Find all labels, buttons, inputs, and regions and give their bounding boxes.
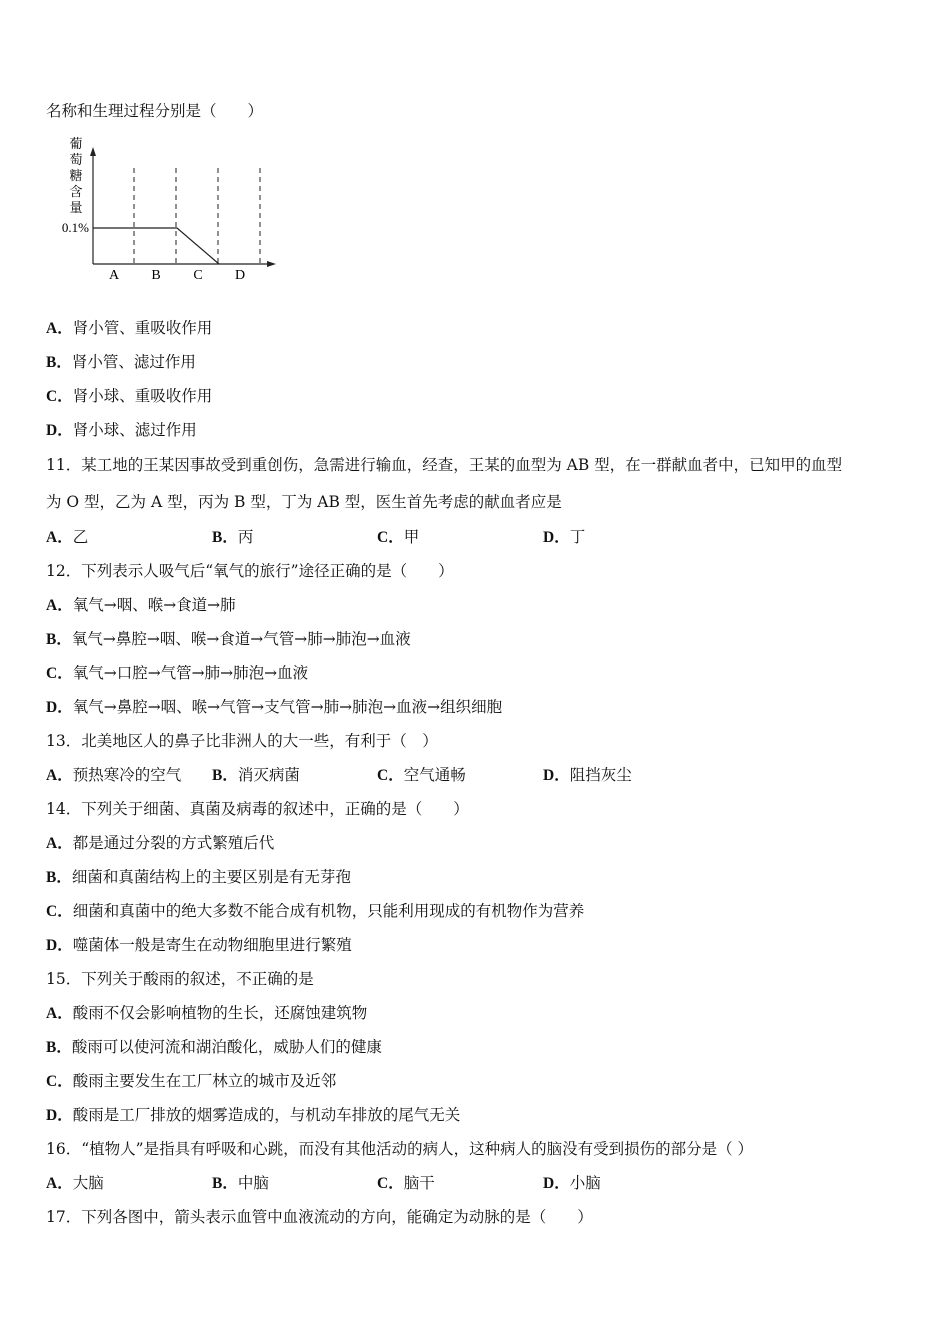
q11-options-row [46, 527, 906, 547]
q16-option-b: B．中脑 [212, 1174, 269, 1192]
q12-option-b: B．氧气→鼻腔→咽、喉→食道→气管→肺→肺泡→血液 [46, 630, 411, 648]
q14-option-d: D．噬菌体一般是寄生在动物细胞里进行繁殖 [46, 936, 352, 954]
y-axis-label-char: 葡 [69, 136, 83, 151]
q12-option-c: C．氧气→口腔→气管→肺→肺泡→血液 [46, 664, 309, 682]
q16-stem: 16．“植物人”是指具有呼吸和心跳，而没有其他活动的病人，这种病人的脑没有受到损伤的部分是（ ） [46, 1140, 754, 1158]
q10-option-c: C．肾小球、重吸收作用 [46, 387, 213, 405]
y-axis-arrow [90, 147, 96, 156]
x-tick-label: B [151, 268, 161, 283]
y-axis-label [69, 136, 82, 215]
q15-option-b: B．酸雨可以使河流和湖泊酸化，威胁人们的健康 [46, 1038, 382, 1056]
x-axis-arrow [267, 261, 276, 267]
q13-option-c: C．空气通畅 [377, 766, 466, 784]
q12-option-a: A．氧气→咽、喉→食道→肺 [46, 596, 236, 614]
q16-option-a: A．大脑 [46, 1174, 104, 1192]
q14-option-b: B．细菌和真菌结构上的主要区别是有无芽孢 [46, 868, 351, 886]
q15-option-a: A．酸雨不仅会影响植物的生长，还腐蚀建筑物 [46, 1004, 368, 1022]
y-axis-label-char: 糖 [69, 168, 83, 183]
q11-stem-line2: 为 O 型，乙为 A 型，丙为 B 型，丁为 AB 型，医生首先考虑的献血者应是 [46, 493, 562, 511]
q10-option-b: B．肾小管、滤过作用 [46, 353, 196, 371]
q13-options-row [46, 765, 906, 785]
q16-options-row [46, 1173, 906, 1193]
q13-option-d: D．阻挡灰尘 [543, 766, 632, 784]
y-axis-label-char: 含 [69, 184, 83, 199]
q10-option-a: A．肾小管、重吸收作用 [46, 319, 213, 337]
q13-option-a: A．预热寒冷的空气 [46, 766, 182, 784]
q11-option-b: B．丙 [212, 528, 254, 546]
x-tick-label: D [234, 268, 246, 283]
q15-option-c: C．酸雨主要发生在工厂林立的城市及近邻 [46, 1072, 337, 1090]
q11-stem-line1: 11．某工地的王某因事故受到重创伤，急需进行输血，经查，王某的血型为 AB 型，在一群献血者中，已知甲的血型 [46, 456, 843, 474]
x-tick-label: C [193, 268, 203, 283]
q14-option-a: A．都是通过分裂的方式繁殖后代 [46, 834, 275, 852]
q17-stem: 17．下列各图中，箭头表示血管中血液流动的方向，能确定为动脉的是（ ） [46, 1208, 593, 1226]
q12-stem: 12．下列表示人吸气后“氧气的旅行”途径正确的是（ ） [46, 562, 454, 580]
y-tick-label: 0.1% [61, 220, 89, 235]
q15-option-d: D．酸雨是工厂排放的烟雾造成的，与机动车排放的尾气无关 [46, 1106, 461, 1124]
q14-option-c: C．细菌和真菌中的绝大多数不能合成有机物，只能利用现成的有机物作为营养 [46, 902, 585, 920]
q11-option-c: C．甲 [377, 528, 420, 546]
q10-stem-tail: 名称和生理过程分别是（ ） [46, 102, 264, 120]
q15-stem: 15．下列关于酸雨的叙述，不正确的是 [46, 970, 314, 988]
q16-option-c: C．脑干 [377, 1174, 435, 1192]
glucose-series-line [93, 228, 219, 264]
q10-option-d: D．肾小球、滤过作用 [46, 421, 197, 439]
glucose-chart [46, 134, 286, 284]
y-axis-label-char: 萄 [69, 152, 83, 167]
q13-stem: 13．北美地区人的鼻子比非洲人的大一些，有利于（ ） [46, 732, 438, 750]
q11-option-a: A．乙 [46, 528, 89, 546]
y-axis-label-char: 量 [69, 200, 83, 215]
q16-option-d: D．小脑 [543, 1174, 601, 1192]
q14-stem: 14．下列关于细菌、真菌及病毒的叙述中，正确的是（ ） [46, 800, 469, 818]
x-tick-label: A [108, 268, 120, 283]
q13-option-b: B．消灭病菌 [212, 766, 300, 784]
x-tick-labels [109, 268, 245, 283]
q12-option-d: D．氧气→鼻腔→咽、喉→气管→支气管→肺→肺泡→血液→组织细胞 [46, 698, 503, 716]
q11-option-d: D．丁 [543, 528, 586, 546]
